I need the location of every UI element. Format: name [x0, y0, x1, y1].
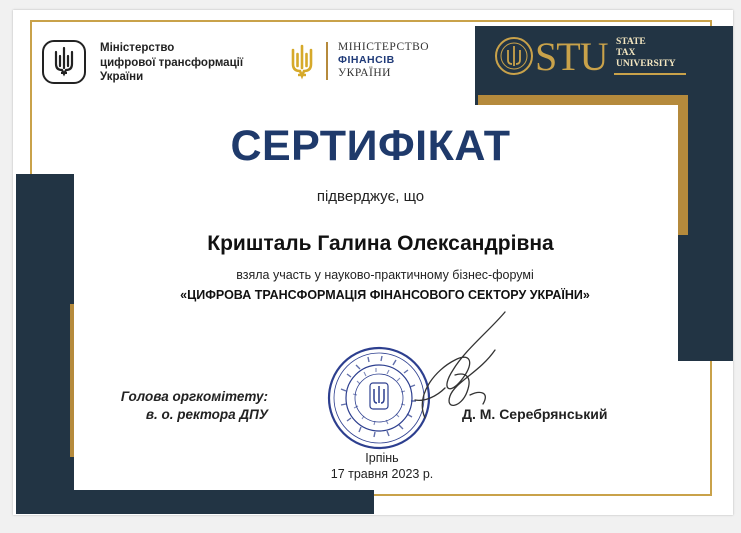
ministry-digital-name: Міністерство цифрової трансформації України — [100, 42, 244, 83]
issue-city: Ірпінь — [365, 451, 399, 465]
ministry-digital-logo — [42, 38, 277, 88]
logo-separator — [326, 42, 328, 80]
confirms-text: підверджує, що — [316, 188, 425, 205]
participation-text: взяла участь у науково-практичному бізнес-форумі — [236, 268, 534, 282]
navy-corner-block-bottom-left — [16, 174, 74, 514]
issue-date: 17 травня 2023 р. — [330, 467, 434, 481]
ministry-finance-name: МІНІСТЕРСТВО ФІНАНСІВ УКРАЇНИ — [338, 41, 430, 79]
recipient-name: Кришталь Галина Олександрівна — [207, 232, 554, 255]
signatory-name: Д. М. Серебрянський — [462, 406, 608, 422]
university-underline — [614, 73, 686, 75]
gold-corner-bar-top-right — [478, 95, 688, 105]
certificate-title: СЕРТИФІКАТ — [230, 122, 511, 170]
university-abbreviation: STU — [535, 34, 608, 79]
signatory-role: Голова оргкомітету: в. о. ректора ДПУ — [120, 389, 268, 422]
university-logo — [490, 32, 690, 84]
navy-corner-bar-bottom — [16, 490, 374, 514]
ministry-finance-logo — [286, 38, 446, 88]
university-full-name: STATE TAX UNIVERSITY — [616, 37, 676, 69]
forum-name: «ЦИФРОВА ТРАНСФОРМАЦІЯ ФІНАНСОВОГО СЕКТОРУ УКРАЇНИ» — [180, 288, 590, 302]
university-seal-icon — [494, 36, 534, 76]
trident-icon — [42, 40, 86, 84]
trident-gold-icon — [288, 44, 316, 80]
